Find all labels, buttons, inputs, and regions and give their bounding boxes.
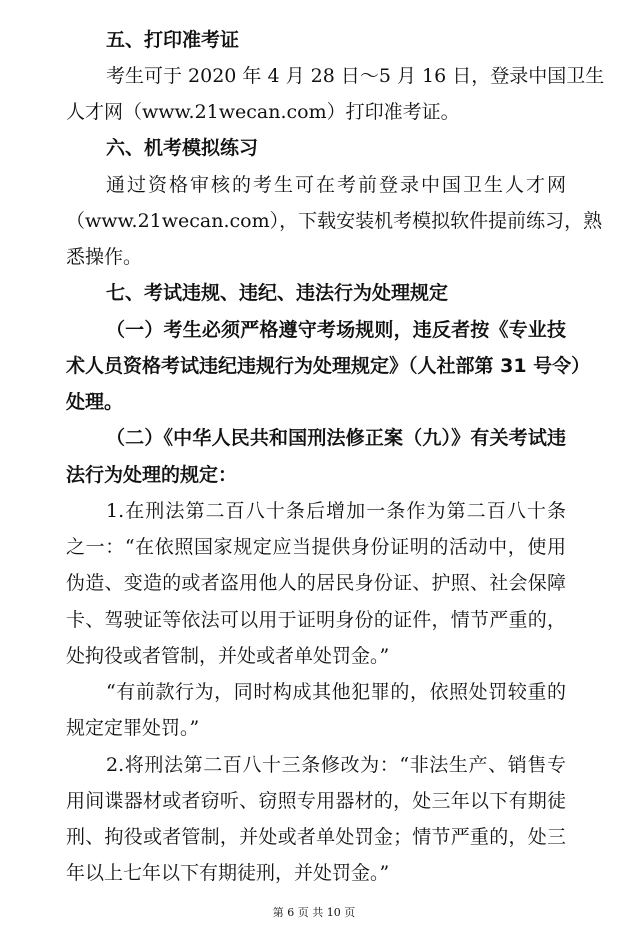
paragraph-line: （www.21wecan.com），下载安装机考模拟软件提前练习，熟 <box>66 210 603 232</box>
page-number-footer: 第 6 页 共 10 页 <box>272 906 356 919</box>
paragraph-line: 伪造、变造的或者盗用他人的居民身份证、护照、社会保障 <box>66 572 566 594</box>
section-heading-7: 七、考试违规、违纪、违法行为处理规定 <box>106 282 449 304</box>
paragraph-line: 考生可于 2020 年 4 月 28 日～5 月 16 日，登录中国卫生 <box>106 65 605 87</box>
paragraph-line: 人才网（www.21wecan.com）打印准考证。 <box>66 101 460 123</box>
section-heading-5: 五、打印准考证 <box>106 29 240 51</box>
paragraph-line: 刑、拘役或者管制，并处或者单处罚金；情节严重的，处三 <box>66 826 566 848</box>
paragraph-line: “有前款行为，同时构成其他犯罪的，依照处罚较重的 <box>106 681 566 703</box>
paragraph-line: 2.将刑法第二百八十三条修改为：“非法生产、销售专 <box>106 754 566 776</box>
paragraph-line: 悉操作。 <box>66 246 143 268</box>
paragraph-line: （一）考生必须严格遵守考场规则，违反者按《专业技 <box>106 319 566 341</box>
paragraph-line: 法行为处理的规定： <box>66 464 238 486</box>
section-heading-6: 六、机考模拟练习 <box>106 137 259 159</box>
paragraph-line: 术人员资格考试违纪违规行为处理规定》（人社部第 31 号令） <box>66 355 591 377</box>
paragraph-line: 处拘役或者管制，并处或者单处罚金。” <box>66 645 390 667</box>
paragraph-line: 通过资格审核的考生可在考前登录中国卫生人才网 <box>106 174 566 196</box>
paragraph-line: 规定定罪处罚。” <box>66 717 200 739</box>
paragraph-line: 年以上七年以下有期徒刑，并处罚金。” <box>66 862 390 884</box>
paragraph-line: 1.在刑法第二百八十条后增加一条作为第二百八十条 <box>106 500 566 522</box>
paragraph-line: 之一：“在依照国家规定应当提供身份证明的活动中，使用 <box>66 536 566 558</box>
paragraph-line: 卡、驾驶证等依法可以用于证明身份的证件，情节严重的， <box>66 609 566 631</box>
paragraph-line: 用间谍器材或者窃听、窃照专用器材的，处三年以下有期徒 <box>66 790 566 812</box>
paragraph-line: （二）《中华人民共和国刑法修正案（九）》有关考试违 <box>106 427 566 449</box>
paragraph-line: 处理。 <box>66 391 124 413</box>
